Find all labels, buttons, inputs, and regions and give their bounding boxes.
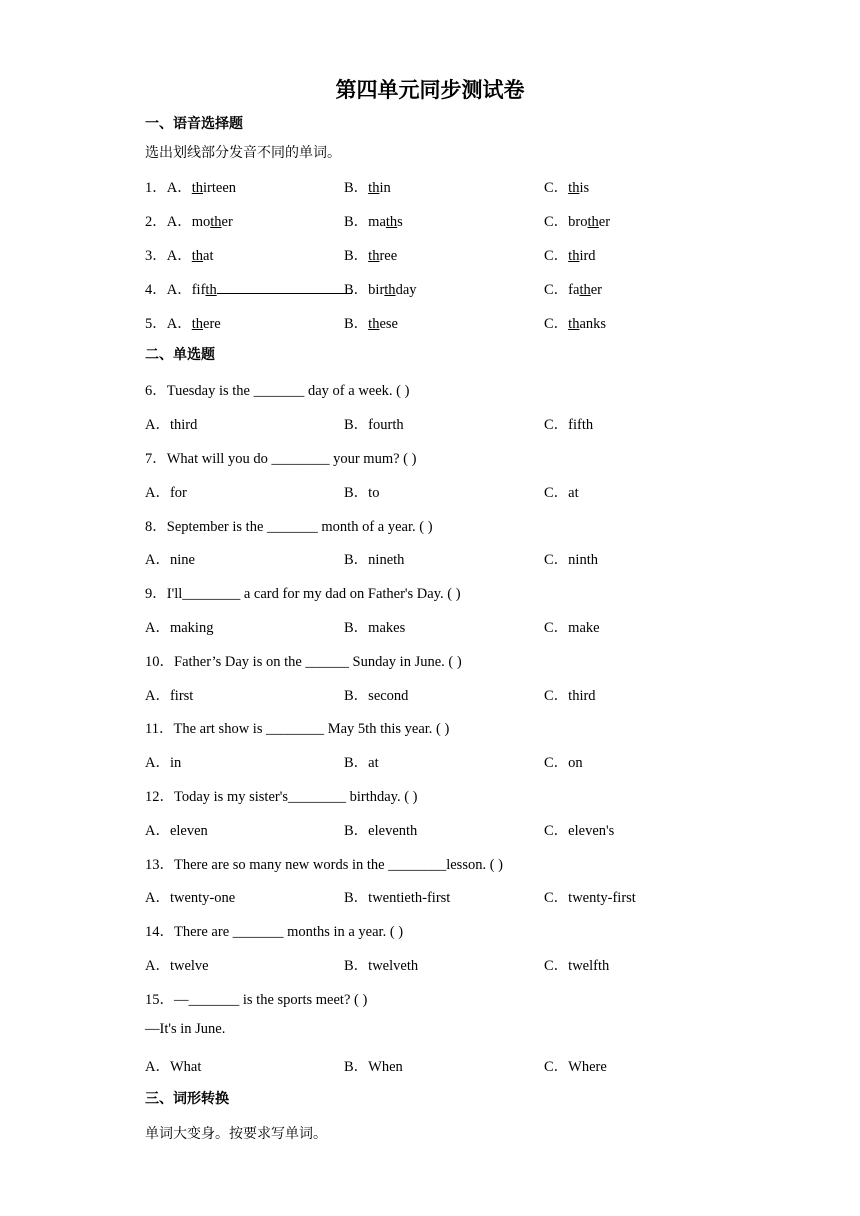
- underline-gap: [217, 281, 352, 294]
- option-a-prefix: A．: [166, 316, 192, 332]
- question-13-option-b: B．twentieth-first: [344, 890, 451, 906]
- question-14-option-b: B．twelveth: [344, 958, 419, 974]
- option-c-rest: ird: [579, 248, 596, 264]
- question-15-option-b: B．When: [344, 1059, 403, 1075]
- question-7-option-c: C．at: [544, 485, 579, 501]
- option-b-rest: in: [379, 180, 391, 196]
- option-c-prefix: C．: [544, 248, 569, 264]
- option-a-rest: at: [203, 248, 214, 264]
- question-12-option-a: A．eleven: [145, 823, 208, 839]
- question-13-option-c: C．twenty-first: [544, 890, 636, 906]
- option-a-rest: er: [221, 214, 233, 230]
- question-15: 15．—_______ is the sports meet? ( ): [145, 992, 368, 1008]
- question-10-option-b: B．second: [344, 688, 409, 704]
- question-12-option-b: B．eleventh: [344, 823, 418, 839]
- option-a-prefix: A．: [166, 248, 192, 264]
- option-b-prefix: B．: [344, 248, 369, 264]
- option-b-rest: ree: [379, 248, 398, 264]
- option-a-underlined: th: [191, 248, 204, 264]
- question-14-option-c: C．twelfth: [544, 958, 610, 974]
- question-15-option-c: C．Where: [544, 1059, 607, 1075]
- question-10-option-a: A．first: [145, 688, 194, 704]
- question-7-option-b: B．to: [344, 485, 380, 501]
- question-15-reply: —It's in June.: [145, 1021, 226, 1037]
- option-a-rest: irteen: [203, 180, 237, 196]
- option-b-underlined: th: [385, 214, 398, 230]
- question-8-option-b: B．nineth: [344, 552, 405, 568]
- question-9-option-c: C．make: [544, 620, 600, 636]
- option-c-rest: is: [579, 180, 590, 196]
- question-number: 4．: [145, 282, 167, 298]
- option-b-underlined: th: [384, 282, 396, 298]
- option-b-underlined: th: [368, 180, 380, 196]
- option-a-underlined: th: [210, 214, 222, 230]
- question-11-option-b: B．at: [344, 755, 379, 771]
- option-b-rest: s: [397, 214, 403, 230]
- option-a-prefix: A．: [166, 180, 192, 196]
- option-a-underlined: th: [205, 282, 217, 298]
- question-11-option-a: A．in: [145, 755, 182, 771]
- option-c-prefix: C．bro: [544, 214, 588, 230]
- option-c-rest: er: [590, 282, 602, 298]
- question-number: 5．: [145, 316, 167, 332]
- option-b-prefix: B．bir: [344, 282, 385, 298]
- option-b-underlined: th: [368, 316, 380, 332]
- option-a-underlined: th: [191, 316, 204, 332]
- section-heading-phonics: 一、语音选择题: [145, 116, 243, 132]
- question-8-option-c: C．ninth: [544, 552, 598, 568]
- option-a-prefix: A．mo: [166, 214, 211, 230]
- option-c-underlined: th: [568, 316, 580, 332]
- question-13-option-a: A．twenty-one: [145, 890, 236, 906]
- question-6-option-a: A．third: [145, 417, 198, 433]
- question-9: 9．I'll________ a card for my dad on Father's Day. ( ): [145, 586, 461, 602]
- phonics-instruction: 选出划线部分发音不同的单词。: [145, 145, 341, 161]
- question-8-option-a: A．nine: [145, 552, 195, 568]
- question-6: 6．Tuesday is the _______ day of a week. ( ): [145, 383, 410, 399]
- question-6-option-c: C．fifth: [544, 417, 594, 433]
- question-12-option-c: C．eleven's: [544, 823, 615, 839]
- question-14: 14．There are _______ months in a year. ( ): [145, 924, 404, 940]
- option-b-prefix: B．: [344, 316, 369, 332]
- question-number: 3．: [145, 248, 167, 264]
- question-9-option-b: B．makes: [344, 620, 406, 636]
- question-9-option-a: A．making: [145, 620, 214, 636]
- question-6-option-b: B．fourth: [344, 417, 404, 433]
- question-12: 12．Today is my sister's________ birthday. ( ): [145, 789, 418, 805]
- option-a-prefix: A．fif: [166, 282, 206, 298]
- question-number: 2．: [145, 214, 167, 230]
- option-c-rest: anks: [579, 316, 607, 332]
- question-10-option-c: C．third: [544, 688, 596, 704]
- option-a-underlined: th: [191, 180, 204, 196]
- question-14-option-a: A．twelve: [145, 958, 209, 974]
- option-c-underlined: th: [579, 282, 591, 298]
- section-heading-single-choice: 二、单选题: [145, 347, 215, 363]
- word-forms-instruction: 单词大变身。按要求写单词。: [145, 1126, 327, 1142]
- option-b-rest: day: [395, 282, 417, 298]
- option-c-underlined: th: [568, 248, 580, 264]
- option-c-underlined: th: [587, 214, 599, 230]
- question-11-option-c: C．on: [544, 755, 583, 771]
- option-b-underlined: th: [368, 248, 380, 264]
- question-10: 10．Father’s Day is on the ______ Sunday in June. ( ): [145, 654, 462, 670]
- question-15-option-a: A．What: [145, 1059, 202, 1075]
- option-c-prefix: C．fa: [544, 282, 580, 298]
- question-13: 13．There are so many new words in the ________lesson. ( ): [145, 857, 503, 873]
- question-number: 1．: [145, 180, 167, 196]
- option-c-prefix: C．: [544, 316, 569, 332]
- option-c-underlined: th: [568, 180, 580, 196]
- page-title: 第四单元同步测试卷: [335, 78, 525, 102]
- question-7: 7．What will you do ________ your mum? ( ): [145, 451, 417, 467]
- option-b-prefix: B．: [344, 180, 369, 196]
- question-11: 11．The art show is ________ May 5th this year. ( ): [145, 721, 450, 737]
- section-heading-word-forms: 三、词形转换: [145, 1091, 229, 1107]
- option-c-prefix: C．: [544, 180, 569, 196]
- option-b-prefix: B．ma: [344, 214, 386, 230]
- option-c-rest: er: [598, 214, 611, 230]
- option-a-rest: ere: [203, 316, 221, 332]
- question-7-option-a: A．for: [145, 485, 187, 501]
- option-b-rest: ese: [379, 316, 398, 332]
- question-8: 8．September is the _______ month of a year. ( ): [145, 519, 433, 535]
